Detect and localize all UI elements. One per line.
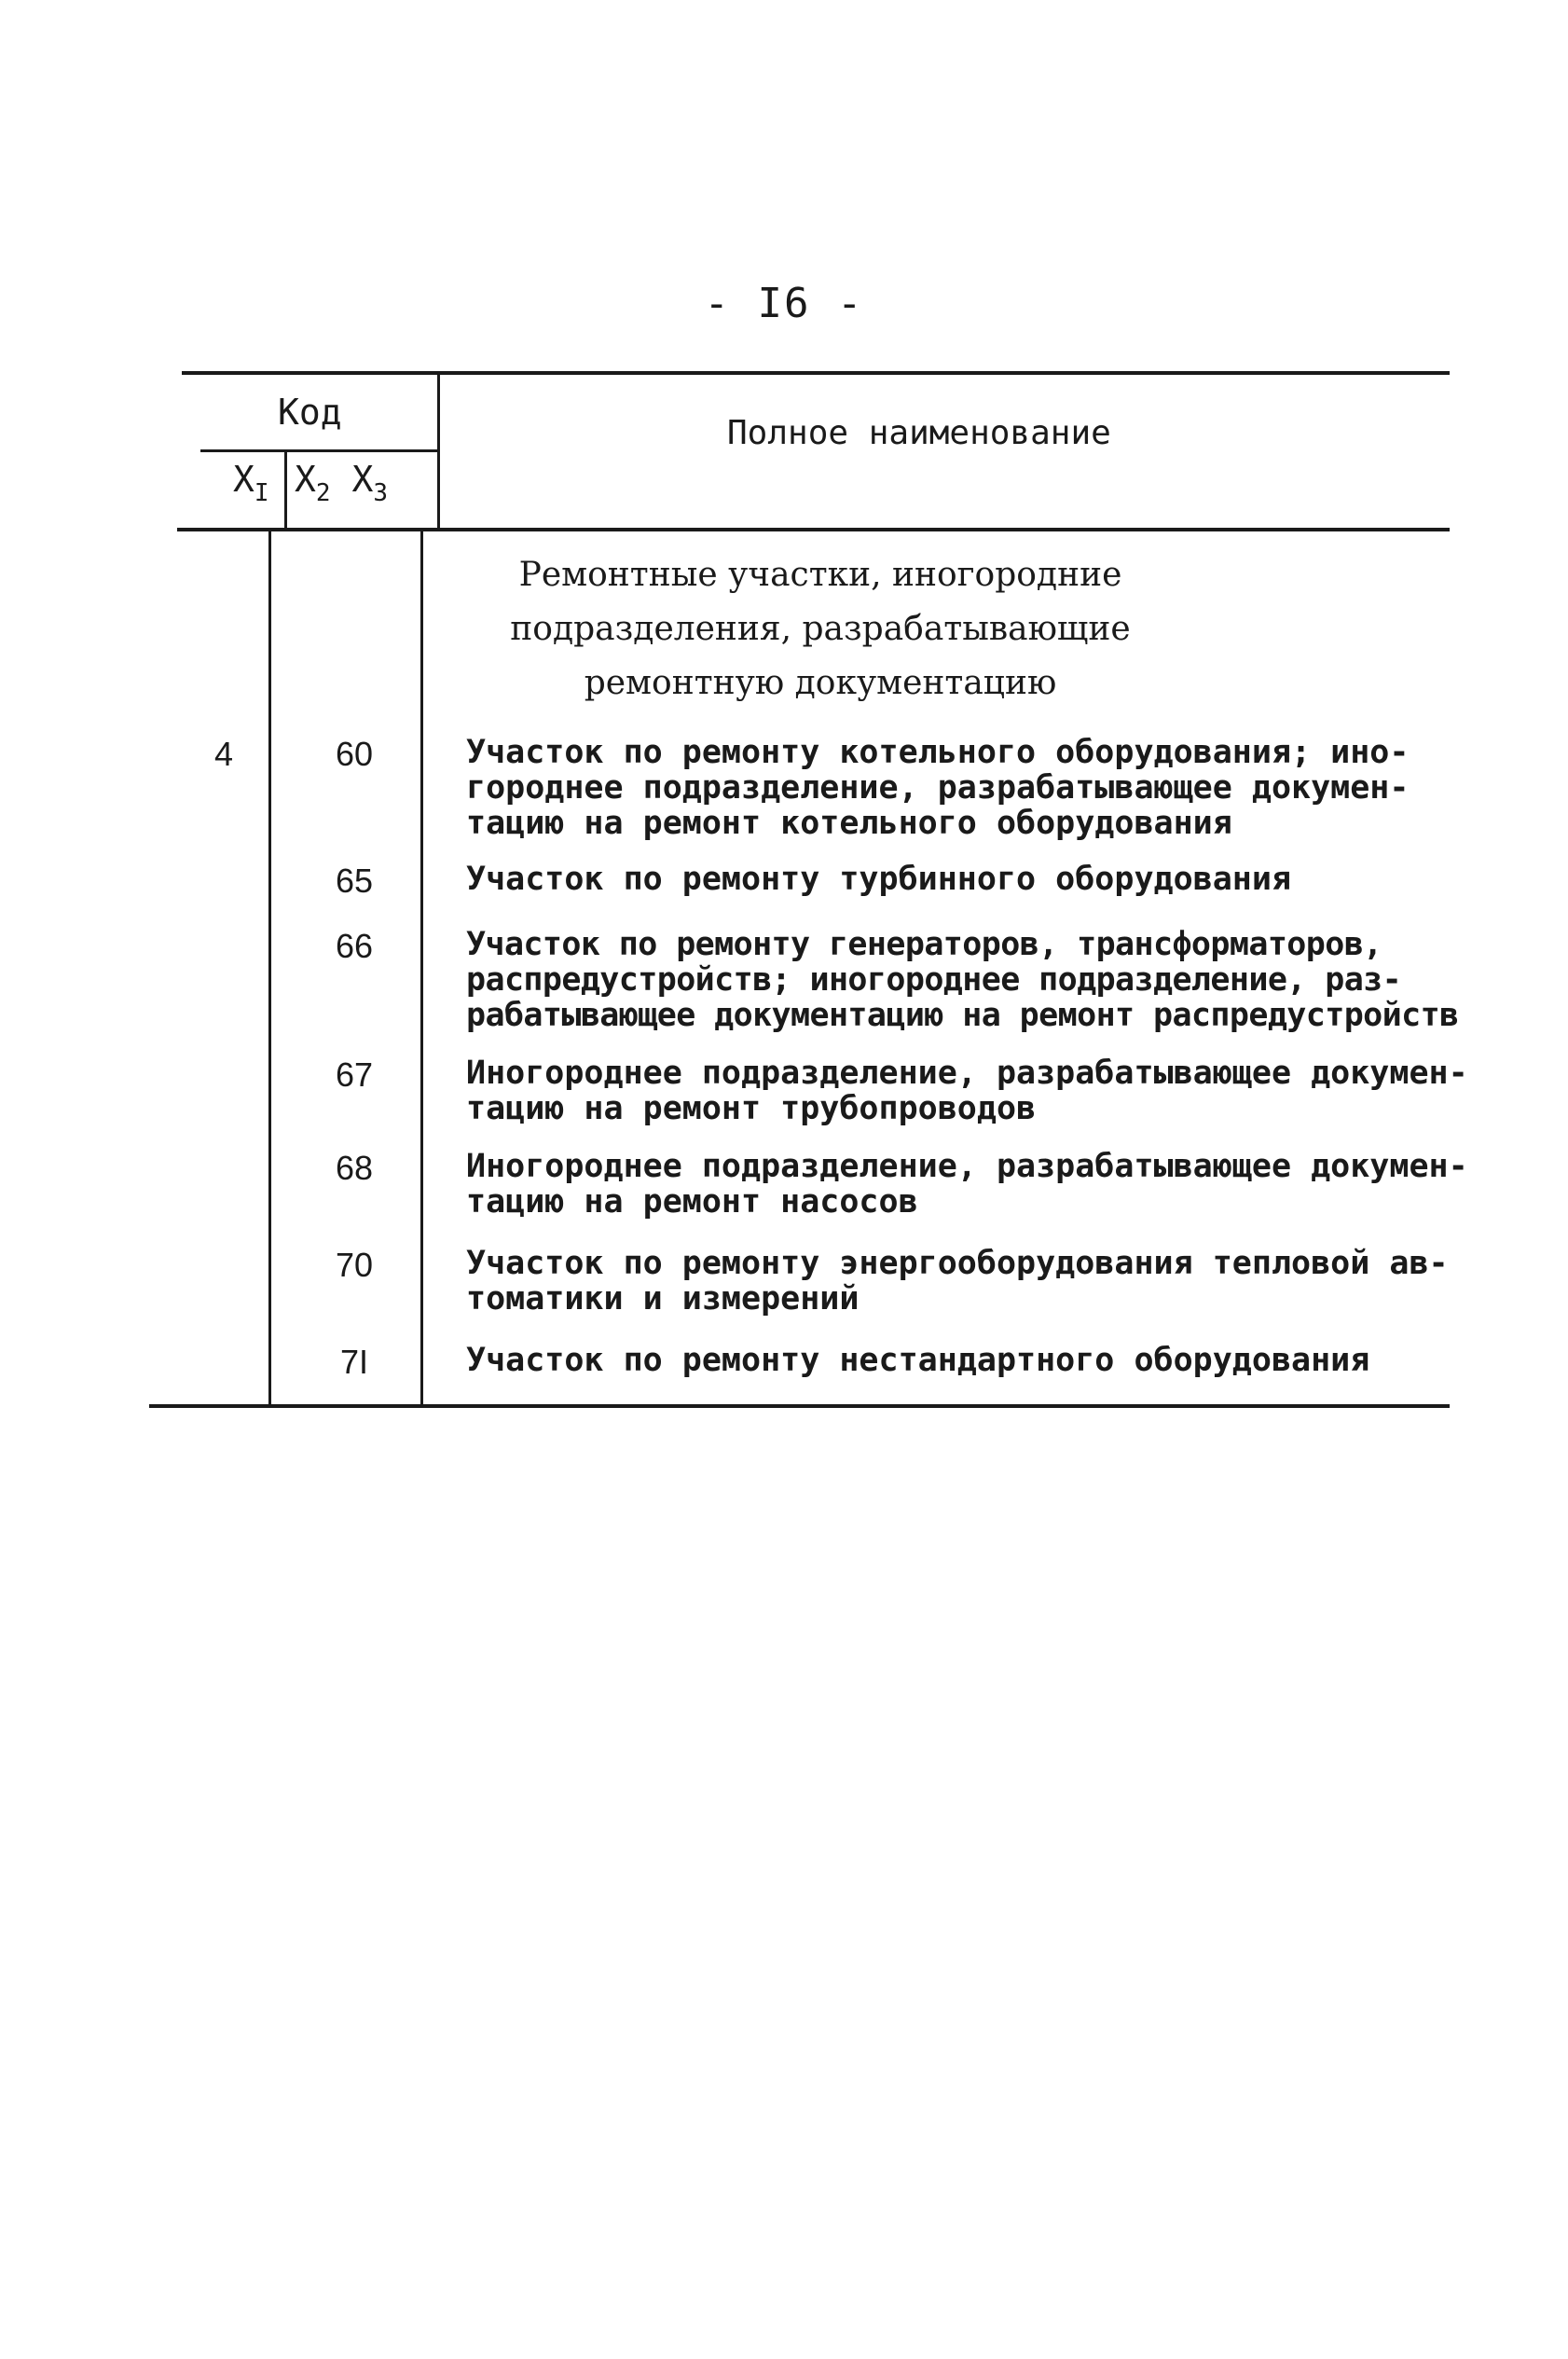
- header-x3-sub: 3: [373, 479, 388, 507]
- header-x1: [233, 459, 269, 507]
- row-name: Иногороднее подразделение, разрабатывающее докумен- тацию на ремонт трубопроводов: [466, 1055, 1468, 1127]
- section-title-line: ремонтную документацию: [584, 664, 1057, 702]
- header-x1-letter: X: [233, 459, 254, 500]
- code-subheader-rule: [200, 449, 438, 452]
- header-x2-letter: X: [295, 459, 316, 500]
- header-x2-x3: [295, 459, 388, 507]
- row-name: Участок по ремонту нестандартного оборудования: [466, 1342, 1370, 1379]
- section-title-line: Ремонтные участки, иногородние: [518, 556, 1122, 594]
- row-name: Участок по ремонту генераторов, трансформаторов, распредустройств; иногороднее подразделение, раз- рабатывающее документацию на ремонт распредустройств: [466, 926, 1459, 1034]
- section-title: [438, 548, 1203, 710]
- header-x2-sub: 2: [315, 479, 331, 507]
- page-number: - I6 -: [704, 280, 864, 327]
- row-code: 7I: [339, 1343, 369, 1381]
- row-code: 67: [335, 1055, 374, 1094]
- header-x1-divider: [284, 451, 287, 530]
- row-code: 68: [335, 1149, 374, 1187]
- table-top-rule: [182, 371, 1450, 375]
- row-x1: 4: [213, 735, 234, 773]
- body-x1-divider: [268, 530, 271, 1406]
- header-x1-sub: I: [254, 479, 269, 507]
- row-name: Участок по ремонту котельного оборудования; ино- городнее подразделение, разрабатывающее докумен- тацию на ремонт котельного оборудования: [466, 734, 1410, 842]
- row-code: 66: [335, 927, 374, 965]
- row-code: 65: [335, 862, 374, 900]
- row-name: Иногороднее подразделение, разрабатывающее докумен- тацию на ремонт насосов: [466, 1148, 1468, 1221]
- row-name: Участок по ремонту энергооборудования тепловой ав- томатики и измерений: [466, 1245, 1449, 1317]
- header-bottom-rule: [177, 528, 1450, 531]
- header-x3-letter: X: [351, 459, 374, 500]
- table-bottom-rule: [149, 1404, 1450, 1408]
- row-name: Участок по ремонту турбинного оборудования: [466, 861, 1292, 898]
- row-code: 60: [335, 735, 374, 773]
- code-name-divider: [437, 373, 440, 530]
- header-full-name: Полное наименование: [727, 414, 1111, 452]
- row-code: 70: [335, 1246, 374, 1284]
- section-title-line: подразделения, разрабатывающие: [510, 610, 1131, 648]
- body-code-name-divider: [420, 530, 423, 1406]
- header-code: Код: [278, 392, 342, 433]
